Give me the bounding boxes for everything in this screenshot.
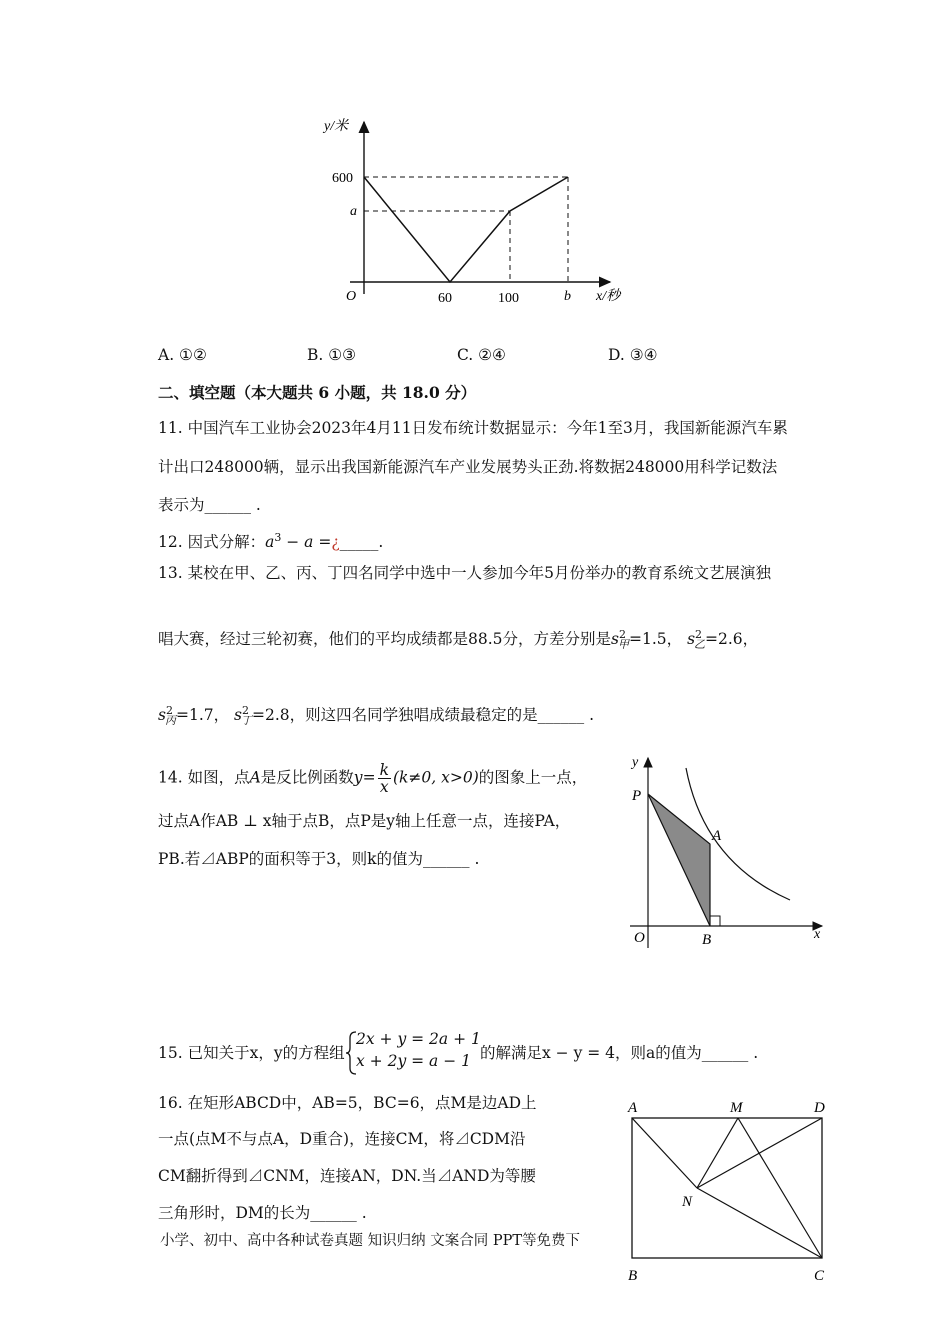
q15-prefix: 15. 已知关于x，y的方程组 [158,1044,345,1062]
q16-line4: 三角形时，DM的长为______ . [158,1204,367,1222]
x-tick-b: b [564,289,571,304]
q15-suffix: 的解满足x − y = 4，则a的值为______ . [480,1044,759,1062]
q14-label-p: P [632,788,642,804]
option-c[interactable]: C. ②④ [457,346,506,364]
q13-s-yi: =2.6， [705,630,759,649]
q12-prefix: 12. 因式分解： [158,533,266,552]
option-b[interactable]: B. ①③ [307,346,357,364]
q14-text-a: 14. 如图，点 [158,768,250,787]
footer-text: 小学、初中、高中各种试卷真题 知识归纳 文案合同 PPT等免费下 [160,1233,581,1249]
option-d[interactable]: D. ③④ [608,346,658,364]
q16-label-b: B [628,1268,638,1284]
q11-line2: 计出口248000辆，显示出我国新能源汽车产业发展势头正劲.将数据248000用科学记数法 [158,458,778,476]
q16-line1: 16. 在矩形ABCD中，AB=5，BC=6，点M是边AD上 [158,1094,537,1112]
q15-eq1: 2x + y = 2a + 1 [356,1030,481,1048]
q11-line1: 11. 中国汽车工业协会2023年4月11日发布统计数据显示：今年1至3月，我国新能源汽车累 [158,419,788,437]
x-tick-60: 60 [438,291,452,306]
q14-text-c: 的图象上一点， [478,768,588,787]
q13-sub-ding: 丁 [241,714,253,728]
distance-time-graph [320,112,640,312]
q14-label-x: x [814,927,821,942]
q13-s-jia: =1.5， [628,630,683,649]
q14-line1: 14. 如图，点A是反比例函数y= $\frac{k}{x}$ (k≠0, x>0)的图象上一点， [158,761,588,796]
q11-line3: 表示为______ . [158,496,261,514]
q12-blank: _____. [339,533,384,552]
q16-label-c: C [814,1268,825,1284]
q16-rectangle-figure [622,1094,842,1286]
option-a[interactable]: A. ①② [158,346,207,364]
q16-label-d: D [814,1100,825,1116]
q13-line2: 唱大赛，经过三轮初赛，他们的平均成绩都是88.5分，方差分别是$s^2_甲=1.5$， $s^2_乙=2.6$， [158,628,759,652]
q15-system [356,1028,481,1072]
y-tick-a: a [350,204,357,219]
q14-cond: (k≠0, x>0) [392,768,479,787]
q13-line1: 13. 某校在甲、乙、丙、丁四名同学中选中一人参加今年5月份举办的教育系统文艺展演独 [158,564,771,582]
q16-label-m: M [730,1100,743,1116]
q13-s-ding: =2.8，则这四名同学独唱成绩最稳定的是______ . [252,706,595,725]
q13-sub-jia: 甲 [617,638,629,652]
section-heading: 二、填空题（本大题共 6 小题，共 18.0 分） [158,383,477,402]
q13-sub-bing: 丙 [164,714,176,728]
q13-s-bing: =1.7， [175,706,230,725]
q14-graph [626,752,836,952]
q16-label-n: N [682,1194,693,1210]
y-tick-600: 600 [332,171,353,186]
q14-label-b: B [702,932,712,948]
graph-line [364,177,568,282]
q14-right-angle [710,916,720,926]
origin-label: O [346,289,357,304]
q14-line3: PB.若⊿ABP的面积等于3，则k的值为______ . [158,850,480,868]
q16-line-an [632,1118,697,1188]
q16-line3: CM翻折得到⊿CNM，连接AN，DN.当⊿AND为等腰 [158,1167,536,1185]
x-tick-100: 100 [498,291,519,306]
q14-fraction: $\frac{k}{x}$ [379,761,389,796]
x-axis-label: x/秒 [596,289,621,304]
q14-label-o: O [634,930,645,946]
q15-eq2: x + 2y = a − 1 [356,1052,471,1070]
q16-label-a: A [628,1100,638,1116]
q12-var: a [265,533,275,552]
q14-line2: 过点A作AB ⊥ x轴于点B，点P是y轴上任意一点，连接PA， [158,812,571,830]
q16-line-cm [738,1118,822,1258]
q16-rect [632,1118,822,1258]
q12-line [158,527,383,553]
q14-label-y: y [632,755,639,770]
q16-line2: 一点(点M不与点A，D重合)，连接CM，将⊿CDM沿 [158,1130,526,1148]
q13-sub-yi: 乙 [694,638,706,652]
q16-line-cn [697,1188,822,1258]
q12-exp: 3 [274,531,282,544]
q16-line-mn [697,1118,738,1188]
q12-mark: ¿ [331,533,340,552]
q13-line3: $s^2_丙=1.7$， $s^2_丁=2.8$，则这四名同学独唱成绩最稳定的是______ . [158,704,595,728]
q14-label-a: A [712,828,722,844]
q13-line2-text: 唱大赛，经过三轮初赛，他们的平均成绩都是88.5分，方差分别是 [158,630,612,649]
y-axis-label: y/米 [324,119,349,134]
q12-rest: − a = [281,533,332,552]
q14-text-b: 是反比例函数 [260,768,354,787]
